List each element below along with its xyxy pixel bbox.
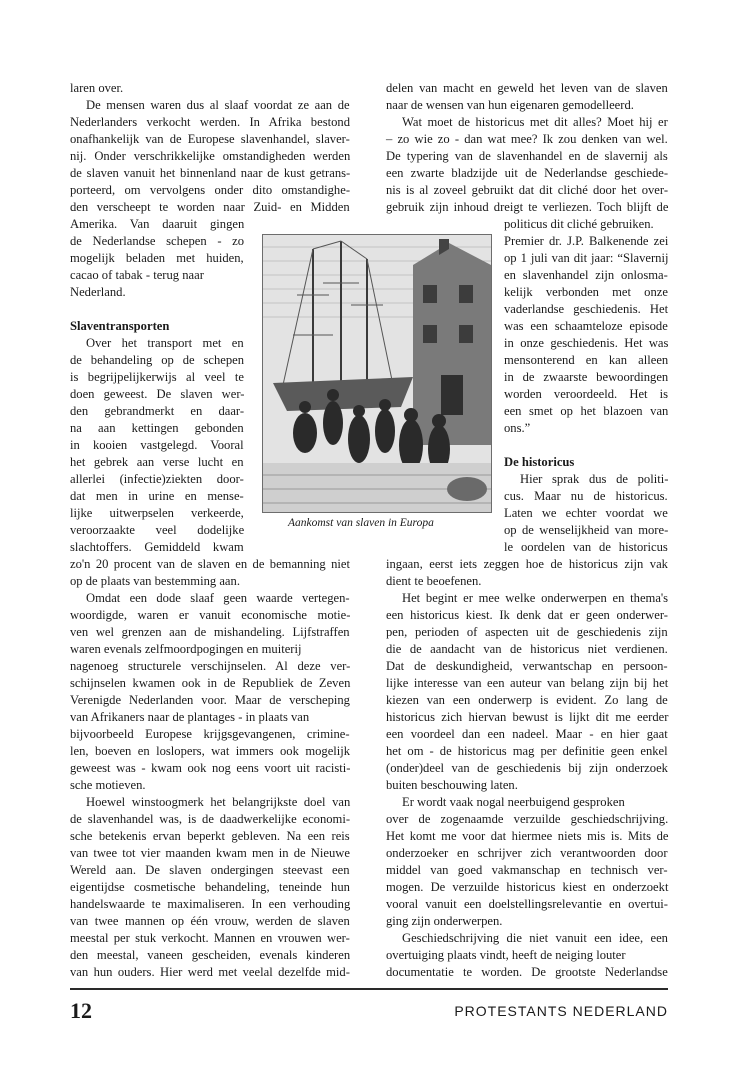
text-line: veroorzaakte veel dodelijke — [70, 523, 245, 537]
text-line: len, boeven en loslopers, wat immers ook mogelijk — [70, 744, 351, 758]
text-line: Hoewel winstoogmerk het belangrijkste doel van — [86, 795, 351, 809]
text-line: van twee tot vier maanden kwam men in de Nieuwe — [70, 846, 350, 860]
text-line: bijvoorbeeld Europese krijgsgevangenen, crimine- — [70, 727, 350, 741]
text-line: worden veroordeeld. Het is — [504, 387, 669, 401]
text-line: Nederlanders verkocht werden. In Afrika bestond — [70, 115, 350, 129]
text-line: een zwarte bladzijde uit de Nederlandse geschiede- — [386, 166, 669, 180]
text-line: Dat de deskundigheid, verwantschap en persoon- — [386, 659, 668, 673]
text-line: slachtoffers. Gemiddeld kwam — [70, 540, 244, 554]
text-line: dat men in urine en mense- — [70, 489, 244, 503]
text-line: de Nederlandse schepen - zo — [70, 234, 245, 248]
text-line: Wereld aan. De slaven ondergingen steevast een — [70, 863, 350, 877]
text-line: den meestal, vaneen gescheiden, evenals kinderen — [70, 948, 351, 962]
text-line: nij. Onder verschrikkelijke omstandigheden werden — [70, 149, 351, 163]
text-line: lijke uitwerpselen verkeerde, — [70, 506, 244, 520]
text-line: handelswaarde te maximaliseren. In een verhouding — [70, 897, 351, 911]
text-line: van hun ouders. Hier werd met veelal dezelfde mid- — [70, 965, 350, 979]
text-line: (onder)deel van de geschiedenis bij zijn onderzoek — [386, 761, 668, 775]
text-line: lijke interesse van een auteur van belang zijn bij het — [386, 676, 669, 690]
text-line: Het komt me voor dat hiermee niets mis is. Mits de — [386, 829, 669, 843]
text-line: laren over. — [70, 81, 124, 95]
text-line: nagenoeg structurele verschijnselen. Al deze ver- — [70, 659, 351, 673]
text-line: ven wel grenzen aan de mishandeling. Lijfstraffen — [70, 625, 350, 639]
text-line: de slavenhandel was, is de daadwerkelijke economi- — [70, 812, 351, 826]
text-line: Omdat een dode slaaf geen waarde vertegen- — [86, 591, 350, 605]
text-line: woordigde, waren er vanuit economische motie- — [70, 608, 351, 622]
text-line: nis is al zoveel gebruikt dat dit cliché door het over- — [386, 183, 669, 197]
text-line: Hier sprak dus de politi- — [520, 472, 669, 486]
text-line: Over het transport met en — [86, 336, 244, 350]
text-line: delen van macht en geweld het leven van de slaven — [386, 81, 668, 95]
text-line: schijnselen kwamen ook in de Republiek de Zeven — [70, 676, 351, 690]
text-line: geweest was - kwam ook nog eens voort uit racisti- — [70, 761, 351, 775]
text-line: van twee mannen op één vrouw, werden de slaven — [70, 914, 350, 928]
text-line: De typering van de slavenhandel en de slavernij als — [386, 149, 668, 163]
text-line: naar de wensen van hun eigenaren gemodelleerd. — [386, 98, 634, 112]
text-line: en slavenhandel zijn onlosma- — [504, 268, 668, 282]
text-line: waren evenals zelfmoordpogingen en muiterij — [70, 642, 302, 656]
text-line: Verenigde Nederlanden voor. Maar de verscheping — [70, 693, 350, 707]
text-line: allerlei (infectie)ziekten door- — [70, 472, 244, 486]
text-line: cacao of tabak - terug naar — [70, 268, 204, 282]
text-line: over de zogenaamde verzuilde geschiedschrijving. — [386, 812, 669, 826]
text-line: het gebrek aan verse lucht en — [70, 455, 244, 469]
text-line: Wat moet de historicus met dit alles? Moet hij er — [402, 115, 668, 129]
text-line: mensonterend en kan alleen — [504, 353, 669, 367]
text-line: de slaven vanuit het binnenland naar de kust getrans- — [70, 166, 351, 180]
text-line: eigentijdse cosmetische behandeling, teneinde hun — [70, 880, 350, 894]
harbour-engraving — [263, 235, 491, 512]
text-line: politicus dit cliché gebruiken. — [504, 217, 654, 231]
text-line: onafhankelijk van de Europese slavenhandel, slaver- — [70, 132, 350, 146]
text-line: sche motieven. — [70, 778, 146, 792]
text-line: Het begint er mee welke onderwerpen en thema's — [402, 591, 669, 605]
text-line: een voordeel dan een nadeel. Maar - en hier gaat — [386, 727, 668, 741]
text-line: Premier dr. J.P. Balkenende zei — [504, 234, 669, 248]
text-line: in kooien vastgelegd. Vooral — [70, 438, 244, 452]
text-line: Nederland. — [70, 285, 126, 299]
text-line: historicus zich hiervan bewust is lijkt dit me eerder — [386, 710, 669, 724]
text-line: is begrijpelijkerwijs al veel te — [70, 370, 244, 384]
text-line: het om - de historicus mag per definitie geen enkel — [386, 744, 668, 758]
text-line: een historicus kiest. Ik denk dat er geen onderwer- — [386, 608, 668, 622]
text-line: De mensen waren dus al slaaf voordat ze aan de — [86, 98, 350, 112]
text-line: Er wordt vaak nogal neerbuigend gesproken — [402, 795, 625, 809]
text-line: kelijk verbonden met onze — [504, 285, 668, 299]
text-line: sche betekenis ervan beperkt gebleven. Na een reis — [70, 829, 350, 843]
text-line: cus. Maar nu de historicus. — [504, 489, 668, 503]
text-line: vooral vanuit een doelstellingsrelevantie en overtui- — [386, 897, 668, 911]
text-line: was een schaamteloze episode — [504, 319, 668, 333]
text-line: Laten we echter voordat we — [504, 506, 668, 520]
text-line: ons.” — [504, 421, 531, 435]
text-line: den verscheept te worden naar Zuid- en Midden — [70, 200, 350, 214]
text-line: op de wenselijkheid van more- — [504, 523, 669, 537]
text-line: onderzoeker en schrijver zich verantwoorden door — [386, 846, 668, 860]
text-line: mogen. De verzuilde historicus kiest en onderzoekt — [386, 880, 669, 894]
section-heading: Slaventransporten — [70, 319, 170, 333]
text-line: ingaan, eerst iets zeggen hoe de historicus zijn vak — [386, 557, 668, 571]
text-line: pen, perioden of aspecten uit de geschiedenis zijn — [386, 625, 668, 639]
text-line: buiten beschouwing laten. — [386, 778, 518, 792]
page-number: 12 — [70, 998, 92, 1023]
text-line: na aan kettingen gebonden — [70, 421, 244, 435]
text-line: in de zwaarste bewoordingen — [504, 370, 669, 384]
text-line: doen geweest. De slaven wer- — [70, 387, 245, 401]
footer-rule — [70, 988, 668, 990]
text-line: documentatie te worden. De grootste Nederlandse — [386, 965, 668, 979]
text-line: vaderlandse geschiedenis. Het — [504, 302, 669, 316]
text-line: meestal per stuk verkocht. Mannen en vrouwen wer- — [70, 931, 350, 945]
section-heading: De historicus — [504, 455, 575, 469]
text-line: ging zijn onderwerpen. — [386, 914, 503, 928]
text-line: mogelijk beladen met huiden, — [70, 251, 244, 265]
text-line: dient te beoefenen. — [386, 574, 482, 588]
text-line: een smet op het blazoen van — [504, 404, 669, 418]
text-line: de behandeling op de schepen — [70, 353, 245, 367]
text-line: van Afrikaners naar de plantages - in plaats van — [70, 710, 310, 724]
text-line: le oordelen van de historicus — [504, 540, 668, 554]
text-line: Geschiedschrijving die niet vanuit een idee, een — [402, 931, 668, 945]
text-line: den gebrandmerkt en daar- — [70, 404, 245, 418]
text-line: kiezen van een onderwerp is evident. Zo lang de — [386, 693, 668, 707]
text-line: zo'n 20 procent van de slaven en de bemanning niet — [70, 557, 350, 571]
running-title: PROTESTANTS NEDERLAND — [454, 1003, 668, 1019]
text-line: – zo wie zo - dan wat mee? Ik zou denken van wel. — [386, 132, 668, 146]
text-line: middel van goed vakmanschap en technisch ver- — [386, 863, 668, 877]
text-line: op 1 juli van dit jaar: “Slavernij — [504, 251, 669, 265]
text-line: gebruik zijn inhoud dreigt te verliezen. Toch blijft de — [386, 200, 669, 214]
text-line: op de plaats van bestemming aan. — [70, 574, 240, 588]
text-line: overtuiging plaats vindt, heeft de neiging louter — [386, 948, 626, 962]
illustration-image — [262, 234, 492, 513]
text-line: Amerika. Van daaruit gingen — [70, 217, 245, 231]
text-line: in onze geschiedenis. Het was — [504, 336, 669, 350]
text-line: porteerd, om vervolgens onder dito omstandighe- — [70, 183, 351, 197]
figure-caption: Aankomst van slaven in Europa — [288, 517, 434, 529]
text-line: die de aandacht van de historicus niet verdienen. — [386, 642, 668, 656]
